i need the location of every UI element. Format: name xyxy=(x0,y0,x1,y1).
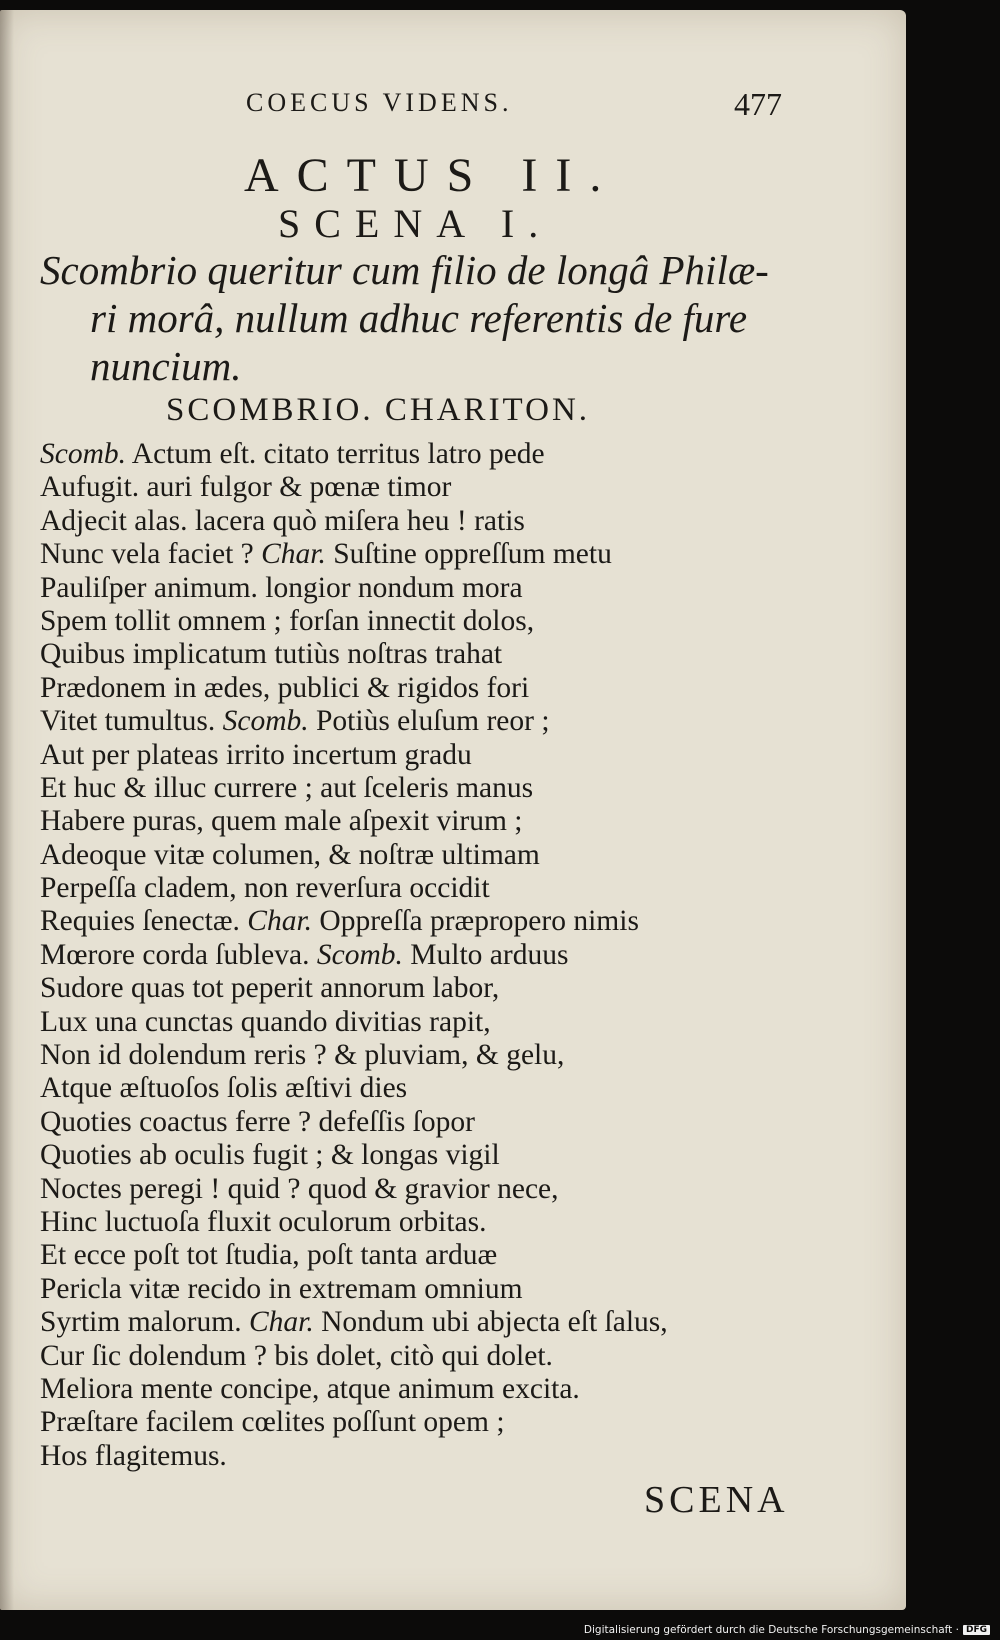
verse-text: Et ecce poſt tot ſtudia, poſt tanta arduæ xyxy=(40,1239,498,1272)
dramatis-personae: SCOMBRIO. CHARITON. xyxy=(166,392,591,428)
digitization-credit xyxy=(584,1624,990,1636)
verse-line xyxy=(40,471,668,504)
speaker-name: Char. xyxy=(261,538,326,571)
verse-text: Vitet tumultus. xyxy=(40,705,223,738)
argument-line: nuncium. xyxy=(90,343,242,389)
verse-line xyxy=(40,839,668,872)
verse-text: Adeoque vitæ columen, & noſtræ ultimam xyxy=(40,838,540,871)
dfg-logo: DFG xyxy=(963,1625,990,1635)
verse-line xyxy=(40,705,668,738)
verse-line xyxy=(40,1039,668,1072)
verse-line xyxy=(40,739,668,772)
verse-text: Mœrore corda ſubleva. xyxy=(40,938,317,971)
verse-text: Præſtare facilem cœlites poſſunt opem ; xyxy=(40,1406,505,1439)
catchword: SCENA xyxy=(644,1479,789,1521)
verse-text: Nondum ubi abjecta eſt ſalus, xyxy=(313,1306,668,1339)
verse-line xyxy=(40,438,668,471)
verse-text: Pericla vitæ recido in extremam omnium xyxy=(40,1272,523,1305)
verse-text: Et huc & illuc currere ; aut ſceleris manus xyxy=(40,771,534,804)
credit-text: Digitalisierung gefördert durch die Deutsche Forschungsgemeinschaft · xyxy=(583,1624,959,1636)
verse-text: Noctes peregi ! quid ? quod & gravior nece, xyxy=(40,1172,559,1205)
verse-text: Aut per plateas irrito incertum gradu xyxy=(40,738,472,771)
verse-line xyxy=(40,1440,668,1473)
book-page xyxy=(0,10,906,1610)
verse-text: Sudore quas tot peperit annorum labor, xyxy=(40,972,500,1005)
verse-text: Quoties ab oculis fugit ; & longas vigil xyxy=(40,1139,500,1172)
verse-line xyxy=(40,505,668,538)
verse-text: Suſtine oppreſſum metu xyxy=(325,538,612,571)
speaker-name: Char. xyxy=(248,1306,314,1339)
verse-text: Quibus implicatum tutiùs noſtras trahat xyxy=(40,638,503,671)
scene-title: SCENA I. xyxy=(278,201,553,246)
argument-line: ri morâ, nullum adhuc referentis de fure xyxy=(90,295,748,341)
verse-line xyxy=(40,1340,668,1373)
running-head: COECUS VIDENS. xyxy=(246,88,513,117)
verse-line xyxy=(40,1106,668,1139)
verse-text: Pauliſper animum. longior nondum mora xyxy=(40,571,523,604)
argument-line: Scombrio queritur cum filio de longâ Philæ- xyxy=(40,247,769,293)
verse-line xyxy=(40,1072,668,1105)
verse-line xyxy=(40,905,668,938)
verse-text: Multo arduus xyxy=(402,938,569,971)
speaker-name: Scomb. xyxy=(316,938,403,971)
verse-text: Habere puras, quem male aſpexit virum ; xyxy=(40,805,523,838)
verse-line xyxy=(40,1306,668,1339)
verse-line xyxy=(40,939,668,972)
verse-line xyxy=(40,672,668,705)
verse-line xyxy=(40,1006,668,1039)
verse-line xyxy=(40,1273,668,1306)
verse-text: Atque æſtuoſos ſolis æſtivi dies xyxy=(40,1072,408,1105)
verse-text: Aufugit. auri fulgor & pœnæ timor xyxy=(40,471,452,504)
verse-text: Prædonem in ædes, publici & rigidos fori xyxy=(40,671,530,704)
verse-line xyxy=(40,872,668,905)
spine-shadow xyxy=(0,10,14,1610)
verse-text: Requies ſenectæ. xyxy=(40,905,248,938)
verse-line xyxy=(40,1173,668,1206)
verse-text: Actum eſt. citato territus latro pede xyxy=(126,438,545,470)
verse-text: Quoties coactus ferre ? defeſſis ſopor xyxy=(40,1105,475,1138)
verse-text: Syrtim malorum. xyxy=(40,1306,249,1339)
verse-line xyxy=(40,805,668,838)
verse-line xyxy=(40,638,668,671)
verse-line xyxy=(40,572,668,605)
verse-text: Hinc luctuoſa fluxit oculorum orbitas. xyxy=(40,1205,487,1238)
speaker-name: Scomb. xyxy=(40,438,127,470)
verse-text: Hos flagitemus. xyxy=(40,1439,227,1472)
verse-line xyxy=(40,772,668,805)
act-title: ACTUS II. xyxy=(244,149,620,202)
verse-text: Meliora mente concipe, atque animum excita. xyxy=(40,1372,580,1405)
verse-text: Perpeſſa cladem, non reverſura occidit xyxy=(40,872,490,905)
page-number: 477 xyxy=(734,86,782,122)
verse-text: Nunc vela faciet ? xyxy=(40,538,262,571)
verse-text: Adjecit alas. lacera quò miſera heu ! ratis xyxy=(40,504,525,537)
verse-text: Non id dolendum reris ? & pluviam, & gelu, xyxy=(40,1039,565,1072)
verse-text: Spem tollit omnem ; forſan innectit dolos, xyxy=(40,604,535,637)
verse-text: Potiùs eluſum reor ; xyxy=(308,705,550,738)
verse-line xyxy=(40,1239,668,1272)
verse-line xyxy=(40,972,668,1005)
verse-line xyxy=(40,538,668,571)
verse-text: Cur ſic dolendum ? bis dolet, citò qui dolet. xyxy=(40,1339,553,1372)
verse-line xyxy=(40,605,668,638)
verse-line xyxy=(40,1139,668,1172)
verse-block xyxy=(40,438,668,1473)
verse-line xyxy=(40,1373,668,1406)
verse-text: Oppreſſa præpropero nimis xyxy=(312,905,639,938)
verse-text: Lux una cunctas quando divitias rapit, xyxy=(40,1005,491,1038)
verse-line xyxy=(40,1406,668,1439)
verse-line xyxy=(40,1206,668,1239)
speaker-name: Char. xyxy=(247,905,313,938)
speaker-name: Scomb. xyxy=(222,705,309,738)
scene-argument xyxy=(40,246,800,390)
